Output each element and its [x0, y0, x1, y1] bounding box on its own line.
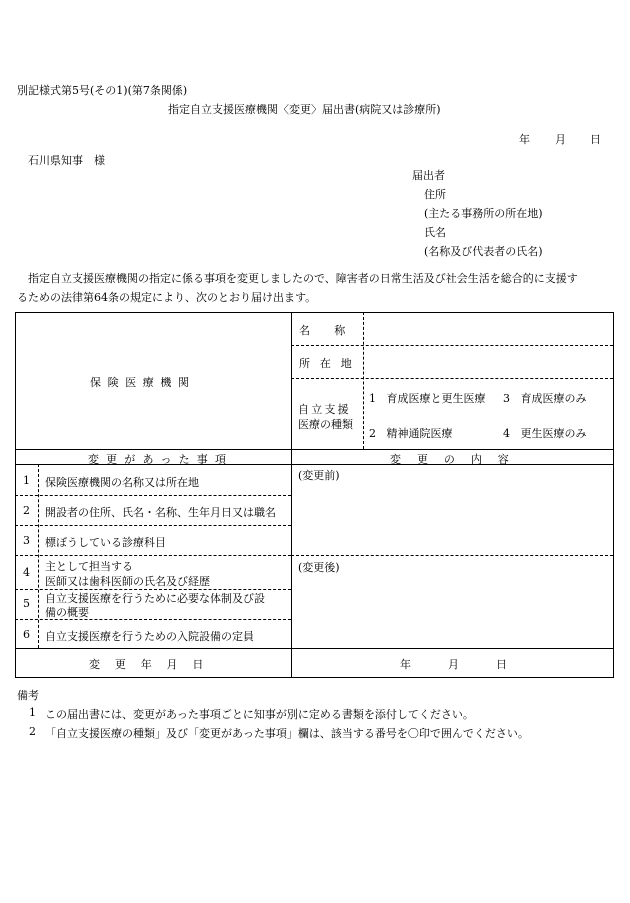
item-label: 主として担当する [45, 560, 133, 573]
document-title: 指定自立支援医療機関〈変更〉届出書(病院又は診療所) [168, 103, 441, 116]
treatment-type-option-3[interactable] [503, 390, 587, 406]
body-text-line-2: るための法律第64条の規定により、次のとおり届け出ます。 [17, 291, 317, 304]
applicant-label: 届出者 [412, 169, 445, 182]
note-number: 2 [29, 725, 36, 738]
date-month: 月 [555, 133, 566, 146]
treatment-type-option-2[interactable] [369, 425, 453, 441]
option-label: 更生医療のみ [520, 427, 587, 440]
option-number: 2 [369, 427, 376, 440]
item-label: 自立支援医療を行うために必要な体制及び設 [45, 592, 265, 605]
change-date-year: 年 [400, 658, 411, 671]
change-content-header: 変更の内容 [390, 453, 525, 466]
change-date-month: 月 [448, 658, 459, 671]
treatment-type-option-1[interactable] [369, 390, 486, 406]
treatment-type-label-1: 自立支援 [298, 403, 351, 416]
date-year: 年 [519, 133, 530, 146]
option-number: 3 [503, 392, 510, 405]
item-number[interactable]: 2 [23, 504, 30, 517]
name-label: 名称 [299, 324, 370, 337]
treatment-type-option-4[interactable] [503, 425, 587, 441]
treatment-type-label-2: 医療の種類 [298, 418, 353, 431]
item-number[interactable]: 6 [23, 628, 30, 641]
option-number: 1 [369, 392, 376, 405]
option-label: 育成医療と更生医療 [386, 392, 486, 405]
after-change-label: (変更後) [298, 561, 340, 574]
option-label: 精神通院医療 [386, 427, 453, 440]
applicant-name-label: 氏名 [424, 226, 446, 239]
applicant-name-note: (名称及び代表者の氏名) [424, 245, 543, 258]
item-label: 自立支援医療を行うための入院設備の定員 [45, 630, 254, 643]
addressee: 石川県知事 様 [28, 154, 105, 167]
option-number: 4 [503, 427, 510, 440]
item-label: 標ぼうしている診療科目 [45, 536, 166, 549]
applicant-address-label: 住所 [424, 188, 446, 201]
item-label: 備の概要 [45, 606, 89, 619]
applicant-address-note: (主たる事務所の所在地) [424, 207, 543, 220]
item-number[interactable]: 3 [23, 534, 30, 547]
before-change-label: (変更前) [298, 469, 340, 482]
location-label: 所在地 [299, 357, 362, 370]
item-number[interactable]: 1 [23, 474, 30, 487]
note-text: この届出書には、変更があった事項ごとに知事が別に定める書類を添付してください。 [45, 708, 474, 721]
item-label: 保険医療機関の名称又は所在地 [45, 476, 199, 489]
changed-items-header: 変更があった事項 [88, 453, 234, 466]
item-number[interactable]: 4 [23, 566, 30, 579]
option-label: 育成医療のみ [520, 392, 587, 405]
institution-header: 保険医療機関 [90, 376, 196, 389]
notes-heading: 備考 [17, 689, 39, 702]
note-text: 「自立支援医療の種類」及び「変更があった事項」欄は、該当する番号を〇印で囲んでください。 [45, 727, 529, 740]
date-day: 日 [590, 133, 601, 146]
item-label: 医師又は歯科医師の氏名及び経歴 [45, 575, 210, 588]
change-date-day: 日 [496, 658, 507, 671]
change-date-label: 変更年月日 [89, 658, 219, 671]
body-text-line-1: 指定自立支援医療機関の指定に係る事項を変更しましたので、障害者の日常生活及び社会生活を総合的に支援す [28, 272, 578, 285]
form-reference: 別記様式第5号(その1)(第7条関係) [17, 84, 188, 97]
note-number: 1 [29, 706, 36, 719]
item-label: 開設者の住所、氏名・名称、生年月日又は職名 [45, 506, 276, 519]
item-number[interactable]: 5 [23, 597, 30, 610]
